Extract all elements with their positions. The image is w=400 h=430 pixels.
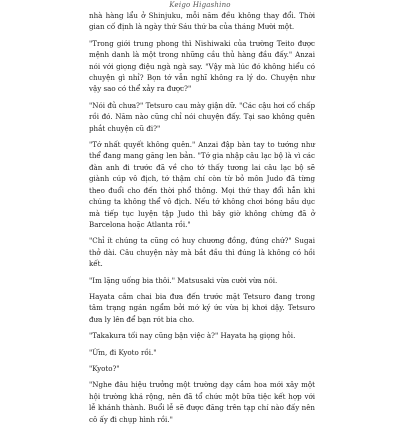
paragraph: "Im lặng uống bia thôi." Matsusaki vừa cười vừa nói. (89, 275, 278, 285)
paragraph: "Chỉ ít chúng ta cũng có huy chương đồng, đúng chứ?" Sugai thở dài. Câu chuyện này mà bắt đầu thì đúng là không có hồi kết. (89, 236, 315, 269)
paragraph: "Nghe đâu hiệu trưởng một trường dạy cắm hoa mới xây một hội trường khá rộng, nên đã tổ chức một bữa tiệc kết hợp với lễ khánh thành. Buổi lễ sẽ được đăng trên tạp chí nào đấy nên cô ấy đi chụp hình rồi." (89, 380, 315, 424)
paragraph: "Nói đủ chưa?" Tetsuro cau mày giận dữ. "Các cậu hơi cố chấp rồi đó. Năm nào cũng chỉ nói chuyện đấy. Tại sao không quên phắt chuyện cũ đi?" (89, 100, 315, 133)
paragraph: "Takakura tối nay cũng bận việc à?" Hayata hạ giọng hỏi. (89, 331, 296, 341)
paragraph: nhà hàng lẩu ở Shinjuku, mỗi năm đều không thay đổi. Thời gian cố định là ngày thứ Sáu thứ ba của tháng Mười một. (89, 11, 315, 32)
paragraph: "Tớ nhất quyết không quên." Anzai đập bàn tay to tướng như thể đang mang găng len bản. "Tớ gia nhập câu lạc bộ là vì các đàn anh đi trước đã về cho tớ thấy tương lai câu lạc bộ sẽ giành cúp vô địch, tớ thậm chí còn từ bỏ môn Judo đã từng theo đuổi cho đến thời phổ thông. Mọi thứ thay đổi hẳn khi chúng ta không thể vô địch. Nếu tớ không chơi bóng bầu dục mà tiếp tục luyện tập Judo thì bây giờ không chừng đã ở Barcelona hoặc Atlanta rồi." (89, 140, 315, 229)
paragraph: "Ừm, đi Kyoto rồi." (89, 347, 157, 357)
running-header: Keigo Higashino (169, 1, 231, 9)
paragraph: "Kyoto?" (89, 363, 120, 373)
body-text (89, 10, 315, 430)
paragraph: Hayata cầm chai bia đưa đến trước mặt Tetsuro đang trong tâm trạng ngán ngẩm bởi mớ ký ức vừa bị khơi dậy. Tetsuro đưa ly lên để bạn rót bia cho. (89, 291, 315, 324)
paragraph: "Trong giới trung phong thì Nishiwaki của trường Teito được mệnh danh là một trong những cầu thủ hàng đầu đấy." Anzai nói với giọng điệu ngà ngà say. "Vậy mà lúc đó không hiểu có chuyện gì nhỉ? Bọn tớ vẫn nghĩ không ra lý do. Chuyện như vậy sao có thể xảy ra được?" (89, 38, 315, 94)
